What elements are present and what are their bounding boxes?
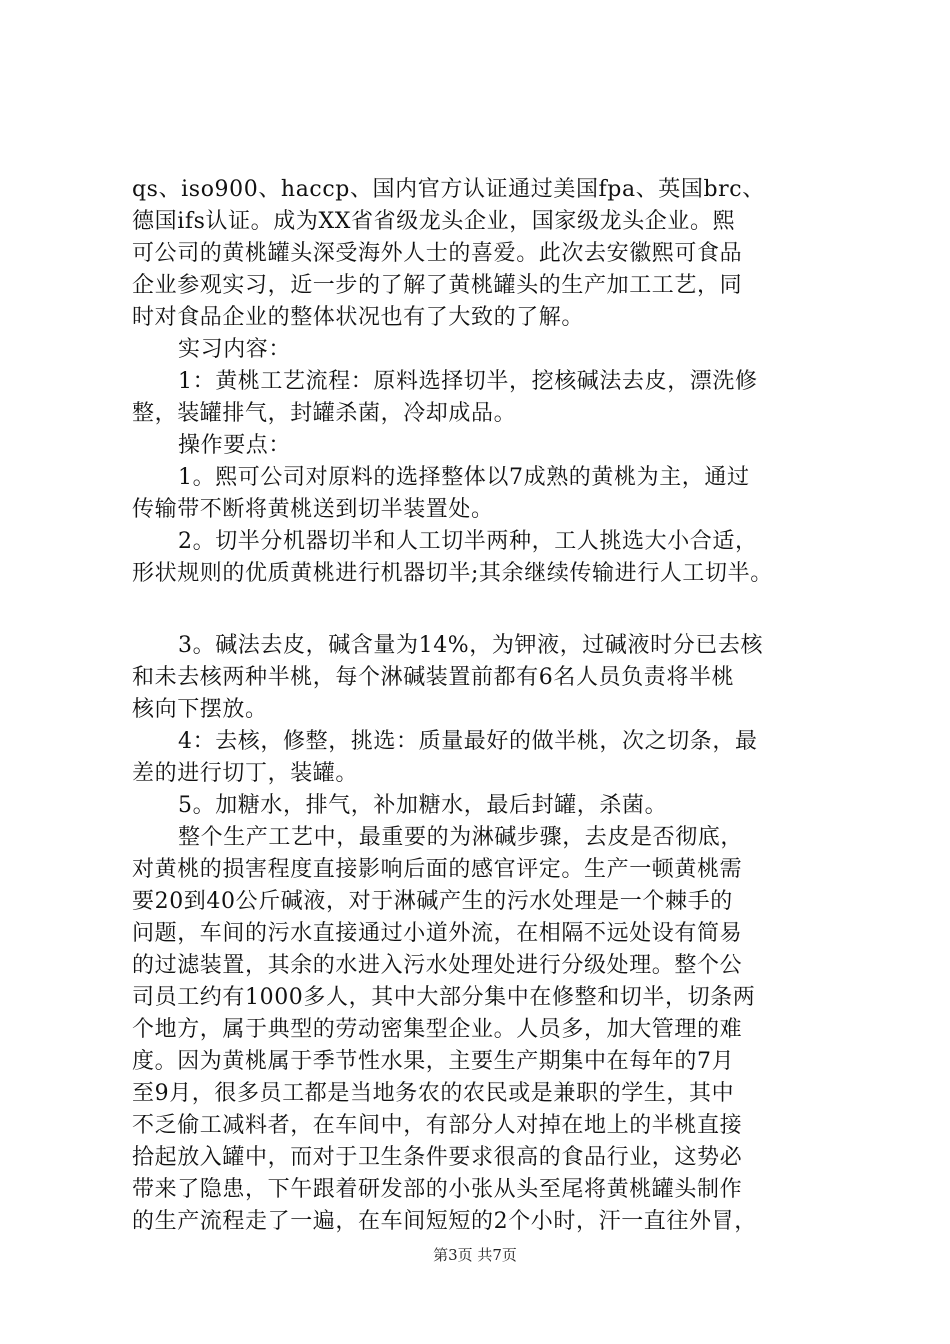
text-line: 不乏偷工减料者，在车间中，有部分人对掉在地上的半桃直接 bbox=[132, 1113, 743, 1138]
text-line: 形状规则的优质黄桃进行机器切半;其余继续传输进行人工切半。 bbox=[132, 561, 773, 586]
text-line: 1。熙可公司对原料的选择整体以7成熟的黄桃为主，通过 bbox=[178, 465, 750, 490]
text-line: 要20到40公斤碱液，对于淋碱产生的污水处理是一个棘手的 bbox=[132, 889, 733, 914]
text-line: 2。切半分机器切半和人工切半两种，工人挑选大小合适， bbox=[178, 529, 758, 554]
text-line: 整个生产工艺中，最重要的为淋碱步骤，去皮是否彻底， bbox=[178, 825, 744, 850]
section-heading: 操作要点： bbox=[178, 433, 292, 458]
text-line: 至9月，很多员工都是当地务农的农民或是兼职的学生，其中 bbox=[132, 1081, 735, 1106]
section-heading: 实习内容： bbox=[178, 337, 292, 362]
text-line: 5。加糖水，排气，补加糖水，最后封罐，杀菌。 bbox=[178, 793, 668, 818]
text-line: 企业参观实习，近一步的了解了黄桃罐头的生产加工工艺，同 bbox=[132, 273, 743, 298]
text-line: 度。因为黄桃属于季节性水果，主要生产期集中在每年的7月 bbox=[132, 1049, 735, 1074]
text-line: 整，装罐排气，封罐杀菌，冷却成品。 bbox=[132, 401, 517, 426]
text-line: 差的进行切丁，装罐。 bbox=[132, 761, 359, 786]
text-line: 的生产流程走了一遍，在车间短短的2个小时，汗一直往外冒， bbox=[132, 1209, 757, 1234]
text-line: 可公司的黄桃罐头深受海外人士的喜爱。此次去安徽熙可食品 bbox=[132, 241, 743, 266]
text-line: 1：黄桃工艺流程：原料选择切半，挖核碱法去皮，漂洗修 bbox=[178, 369, 758, 394]
text-line: 德国ifs认证。成为XX省省级龙头企业，国家级龙头企业。熙 bbox=[132, 209, 736, 234]
text-line: 对黄桃的损害程度直接影响后面的感官评定。生产一顿黄桃需 bbox=[132, 857, 743, 882]
text-line: 带来了隐患，下午跟着研发部的小张从头至尾将黄桃罐头制作 bbox=[132, 1177, 743, 1202]
paragraph-gap bbox=[132, 590, 852, 630]
text-line: 个地方，属于典型的劳动密集型企业。人员多，加大管理的难 bbox=[132, 1017, 743, 1042]
text-line: 3。碱法去皮，碱含量为14%，为钾液，过碱液时分已去核 bbox=[178, 633, 764, 658]
text-line: 和未去核两种半桃，每个淋碱装置前都有6名人员负责将半桃 bbox=[132, 665, 735, 690]
text-line: 时对食品企业的整体状况也有了大致的了解。 bbox=[132, 305, 585, 330]
body-text bbox=[132, 174, 852, 1238]
text-line: qs、iso900、haccp、国内官方认证通过美国fpa、英国brc、 bbox=[132, 177, 765, 202]
text-line: 的过滤装置，其余的水进入污水处理处进行分级处理。整个公 bbox=[132, 953, 743, 978]
page-footer: 第3页 共7页 bbox=[433, 1246, 517, 1264]
text-line: 4：去核，修整，挑选：质量最好的做半桃，次之切条，最 bbox=[178, 729, 758, 754]
text-line: 问题，车间的污水直接通过小道外流，在相隔不远处设有简易 bbox=[132, 921, 743, 946]
text-line: 核向下摆放。 bbox=[132, 697, 268, 722]
text-line: 司员工约有1000多人，其中大部分集中在修整和切半，切条两 bbox=[132, 985, 756, 1010]
text-line: 拾起放入罐中，而对于卫生条件要求很高的食品行业，这势必 bbox=[132, 1145, 743, 1170]
text-line: 传输带不断将黄桃送到切半装置处。 bbox=[132, 497, 494, 522]
